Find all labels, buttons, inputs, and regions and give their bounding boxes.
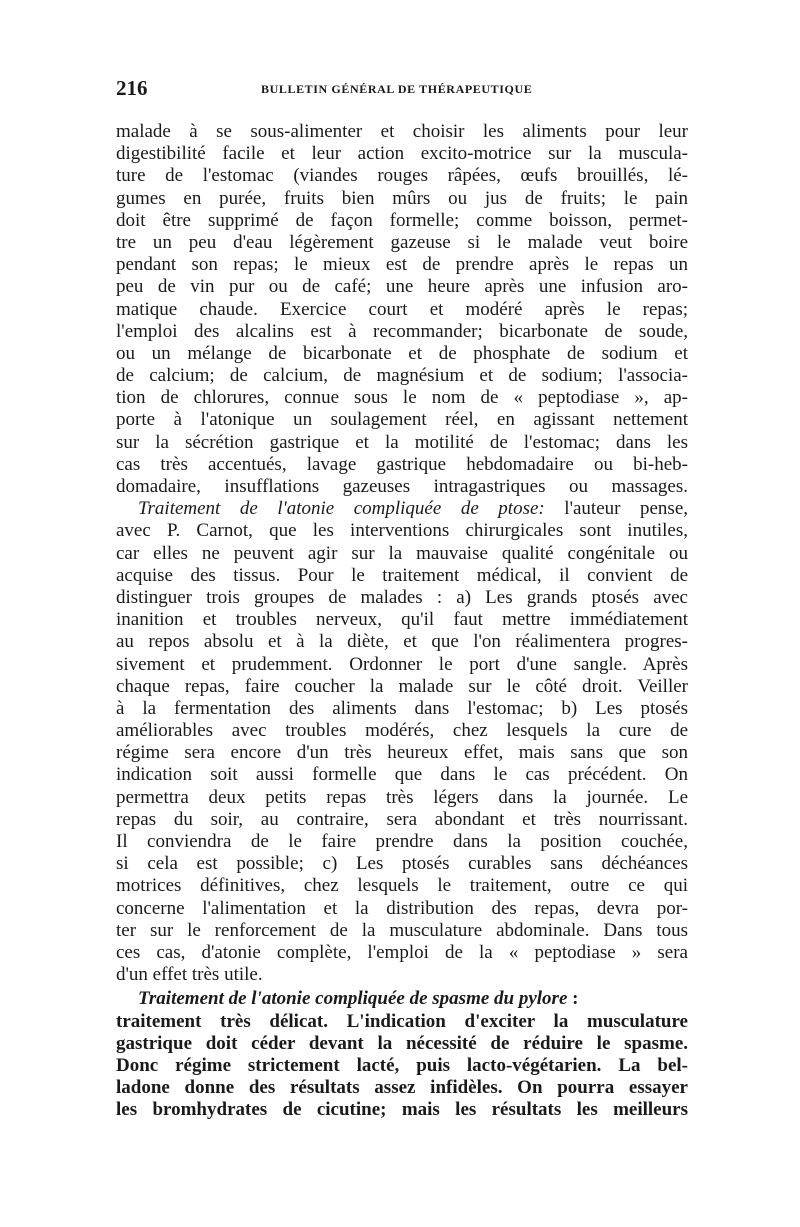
text-line: motrices définitives, chez lesquels le traitement, outre ce qui — [116, 875, 688, 897]
text-line: traitement très délicat. L'indication d'exciter la musculature — [116, 1010, 688, 1032]
text-line: digestibilité facile et leur action excito-motrice sur la muscula- — [116, 143, 688, 165]
text-line: peu de vin pur ou de café; une heure après une infusion aro- — [116, 276, 688, 298]
section-heading: Traitement de l'atonie compliquée de ptose: — [138, 498, 545, 520]
text-line: permettra deux petits repas très légers dans la journée. Le — [116, 786, 688, 808]
text-line: doit être supprimé de façon formelle; comme boisson, permet- — [116, 209, 688, 231]
text-line: chaque repas, faire coucher la malade sur le côté droit. Veiller — [116, 675, 688, 697]
text-line: ter sur le renforcement de la musculature abdominale. Dans tous — [116, 919, 688, 941]
text-line: gastrique doit céder devant la nécessité de réduire le spasme. — [116, 1032, 688, 1054]
text-line: ture de l'estomac (viandes rouges râpées, œufs brouillés, lé- — [116, 165, 688, 187]
text-line: domadaire, insufflations gazeuses intragastriques ou massages. — [116, 476, 688, 497]
text-line: distinguer trois groupes de malades : a) Les grands ptosés avec — [116, 586, 688, 608]
paragraph-2 — [116, 498, 688, 986]
text-line: Donc régime strictement lacté, puis lacto-végétarien. La bel- — [116, 1054, 688, 1076]
text-line: ou un mélange de bicarbonate et de phosphate de sodium et — [116, 342, 688, 364]
text-line: concerne l'alimentation et la distribution des repas, devra por- — [116, 897, 688, 919]
text-line: sivement et prudemment. Ordonner le port d'une sangle. Après — [116, 653, 688, 675]
text-line: l'emploi des alcalins est à recommander; bicarbonate de soude, — [116, 320, 688, 342]
text-line: tre un peu d'eau légèrement gazeuse si le malade veut boire — [116, 231, 688, 253]
text-line: Il conviendra de le faire prendre dans la position couchée, — [116, 831, 688, 852]
text-line: au repos absolu et à la diète, et que l'on réalimentera progres- — [116, 631, 688, 653]
text-line: car elles ne peuvent agir sur la mauvaise qualité congénitale ou — [116, 542, 688, 564]
text-line: porte à l'atonique un soulagement réel, en agissant nettement — [116, 409, 688, 431]
text-line: les bromhydrates de cicutine; mais les résultats les meilleurs — [116, 1099, 688, 1121]
text-line: ces cas, d'atonie complète, l'emploi de la « peptodiase » sera — [116, 941, 688, 963]
page-header — [116, 76, 688, 100]
text-line: ladone donne des résultats assez infidèles. On pourra essayer — [116, 1077, 688, 1099]
text-line: matique chaude. Exercice court et modéré après le repas; — [116, 298, 688, 320]
paragraph-3 — [116, 988, 688, 1121]
text-line: tion de chlorures, connue sous le nom de « peptodiase », ap- — [116, 387, 688, 409]
text-line: inanition et troubles nerveux, qu'il faut mettre immédiatement — [116, 609, 688, 631]
text-line — [116, 498, 688, 520]
text-line: gumes en purée, fruits bien mûrs ou jus de fruits; le pain — [116, 187, 688, 209]
text-line: repas du soir, au contraire, sera abondant et très nourrissant. — [116, 808, 688, 830]
text-line: cas très accentués, lavage gastrique hebdomadaire ou bi-heb- — [116, 453, 688, 475]
text-line: indication soit aussi formelle que dans le cas précédent. On — [116, 764, 688, 786]
heading-continuation: l'auteur pense, — [544, 498, 689, 520]
text-line: à la fermentation des aliments dans l'estomac; b) Les ptosés — [116, 697, 688, 719]
paragraph-1 — [116, 121, 688, 498]
text-line: régime sera encore d'un très heureux effet, mais sans que son — [116, 742, 688, 764]
heading-continuation: : — [567, 988, 579, 1010]
page-number: 216 — [116, 76, 148, 100]
section-heading: Traitement de l'atonie compliquée de spasme du pylore — [138, 988, 568, 1010]
text-line: acquise des tissus. Pour le traitement médical, il convient de — [116, 564, 688, 586]
text-line: sur la sécrétion gastrique et la motilité de l'estomac; dans les — [116, 431, 688, 453]
text-line: améliorables avec troubles modérés, chez lesquels la cure de — [116, 720, 688, 742]
text-line: pendant son repas; le mieux est de prendre après le repas un — [116, 254, 688, 276]
text-line: malade à se sous-alimenter et choisir les aliments pour leur — [116, 121, 688, 142]
text-line: d'un effet très utile. — [116, 964, 263, 986]
body-text — [116, 121, 688, 1121]
text-line: de calcium; de calcium, de magnésium et de sodium; l'associa- — [116, 365, 688, 387]
text-line — [116, 988, 688, 1010]
running-title: BULLETIN GÉNÉRAL DE THÉRAPEUTIQUE — [261, 82, 533, 96]
text-line: avec P. Carnot, que les interventions chirurgicales sont inutiles, — [116, 520, 688, 542]
text-line: si cela est possible; c) Les ptosés curables sans déchéances — [116, 853, 688, 875]
